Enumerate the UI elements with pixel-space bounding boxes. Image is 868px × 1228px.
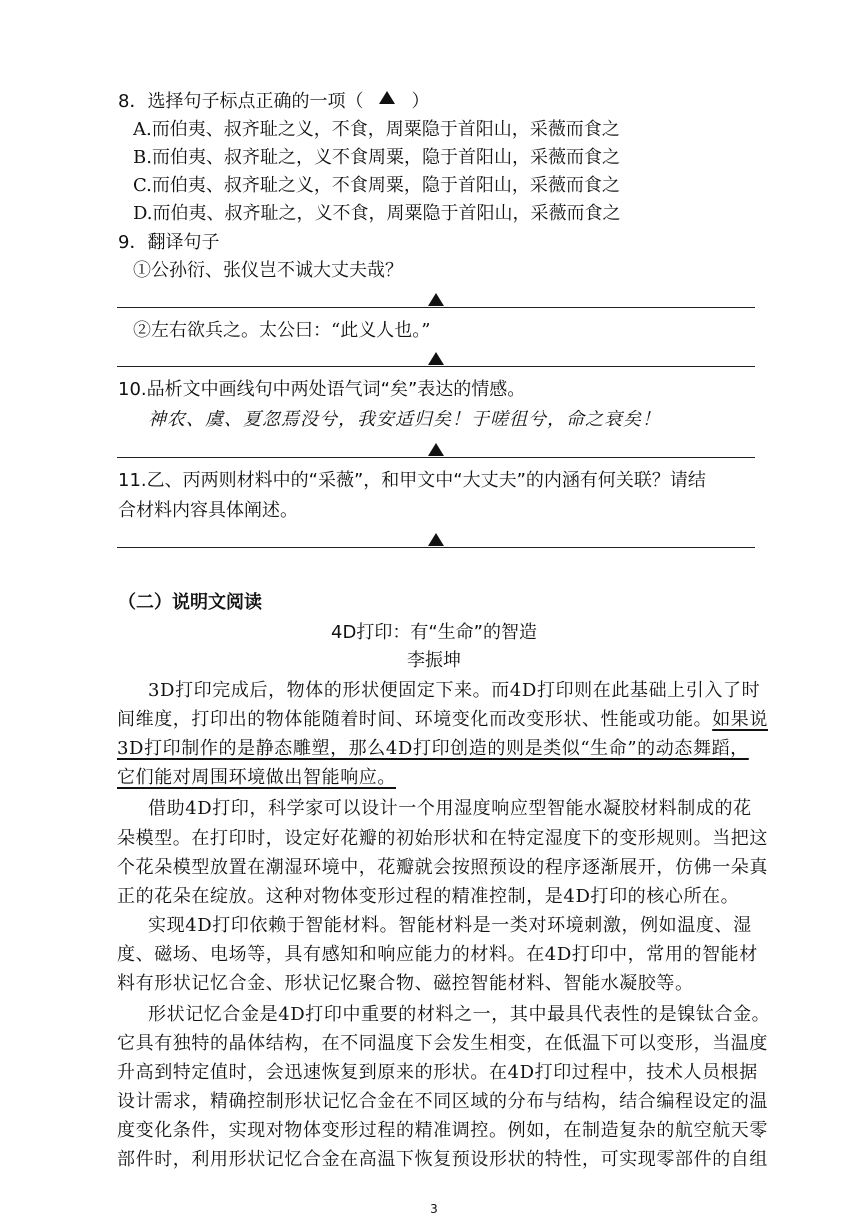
- p1-line-2: [117, 707, 768, 733]
- q11-line-2: 合材料内容具体阐述。: [118, 500, 298, 521]
- p1-underlined-start: 如果说: [712, 709, 769, 730]
- p4-line-6: 部件时，利用形状记忆合金在高温下恢复预设形状的特性，可实现零部件的自组: [117, 1149, 768, 1170]
- article-title: 4D打印：有“生命”的智造: [331, 622, 537, 643]
- p3-line-1: 实现4D打印依赖于智能材料。智能材料是一类对环境刺激，例如温度、湿: [148, 915, 752, 936]
- p3-line-3: 料有形状记忆合金、形状记忆聚合物、磁控智能材料、智能水凝胶等。: [117, 973, 694, 994]
- p1-line-4-underlined: 它们能对周围环境做出智能响应。: [117, 767, 396, 788]
- answer-line: [117, 457, 755, 458]
- answer-triangle-icon: [428, 533, 444, 546]
- page-number: 3: [430, 1202, 438, 1216]
- q8-stem-text: 8．选择句子标点正确的一项（: [118, 91, 364, 112]
- p4-line-4: 设计需求，精确控制形状记忆合金在不同区域的分布与结构，结合编程设定的温: [117, 1091, 768, 1112]
- answer-line: [117, 547, 755, 548]
- answer-line: [117, 307, 755, 308]
- q8-stem-end: ）: [411, 91, 430, 112]
- q8-stem: [118, 89, 429, 115]
- p4-line-5: 度变化条件，实现对物体变形过程的精准调控。例如，在制造复杂的航空航天零: [117, 1120, 768, 1141]
- q8-option-d: D.而伯夷、叔齐耻之，义不食，周粟隐于首阳山，采薇而食之: [133, 203, 621, 224]
- q8-option-a: A.而伯夷、叔齐耻之义，不食，周粟隐于首阳山，采薇而食之: [133, 119, 620, 140]
- q8-option-b: B.而伯夷、叔齐耻之，义不食周粟，隐于首阳山，采薇而食之: [133, 147, 620, 168]
- p1-line-1: 3D打印完成后，物体的形状便固定下来。而4D打印则在此基础上引入了时: [148, 680, 761, 701]
- p4-line-3: 升高到特定值时，会迅速恢复到原来的形状。在4D打印过程中，技术人员根据: [117, 1062, 758, 1083]
- q9-sentence-1: ①公孙衍、张仪岂不诚大丈夫哉？: [133, 260, 403, 281]
- p4-line-1: 形状记忆合金是4D打印中重要的材料之一，其中最具代表性的是镍钛合金。: [148, 1004, 771, 1025]
- p3-line-2: 度、磁场、电场等，具有感知和响应能力的材料。在4D打印中，常用的智能材: [117, 944, 758, 965]
- p2-line-4: 正的花朵在绽放。这种对物体变形过程的精准控制，是4D打印的核心所在。: [117, 886, 740, 907]
- q8-option-c: C.而伯夷、叔齐耻之义，不食周粟，隐于首阳山，采薇而食之: [133, 175, 620, 196]
- answer-triangle-icon: [379, 91, 395, 104]
- q11-line-1: 11.乙、丙两则材料中的“采薇”，和甲文中“大丈夫”的内涵有何关联？请结: [118, 470, 706, 491]
- p2-line-1: 借助4D打印，科学家可以设计一个用湿度响应型智能水凝胶材料制成的花: [148, 798, 752, 819]
- answer-triangle-icon: [428, 443, 444, 456]
- q9-stem: 9．翻译句子: [118, 232, 220, 253]
- p2-line-2: 朵模型。在打印时，设定好花瓣的初始形状和在特定湿度下的变形规则。当把这: [117, 828, 768, 849]
- q9-sentence-2: ②左右欲兵之。太公曰：“此义人也。”: [133, 320, 431, 341]
- p4-line-2: 它具有独特的晶体结构，在不同温度下会发生相变，在低温下可以变形，当温度: [117, 1033, 768, 1054]
- answer-triangle-icon: [428, 352, 444, 365]
- section-heading: （二）说明文阅读: [118, 592, 262, 613]
- q10-quote: 神农、虞、夏忽焉没兮，我安适归矣！于嗟徂兮，命之衰矣！: [148, 409, 661, 430]
- answer-line: [117, 366, 755, 367]
- article-author: 李振坤: [407, 650, 461, 671]
- p1-line-2-text: 间维度，打印出的物体能随着时间、环境变化而改变形状、性能或功能。: [117, 709, 713, 730]
- q10-stem: 10.品析文中画线句中两处语气词“矣”表达的情感。: [118, 379, 526, 400]
- p1-line-3-underlined: 3D打印制作的是静态雕塑，那么4D打印创造的则是类似“生命”的动态舞蹈，: [117, 738, 749, 759]
- answer-triangle-icon: [428, 293, 444, 306]
- p2-line-3: 个花朵模型放置在潮湿环境中，花瓣就会按照预设的程序逐渐展开，仿佛一朵真: [117, 857, 768, 878]
